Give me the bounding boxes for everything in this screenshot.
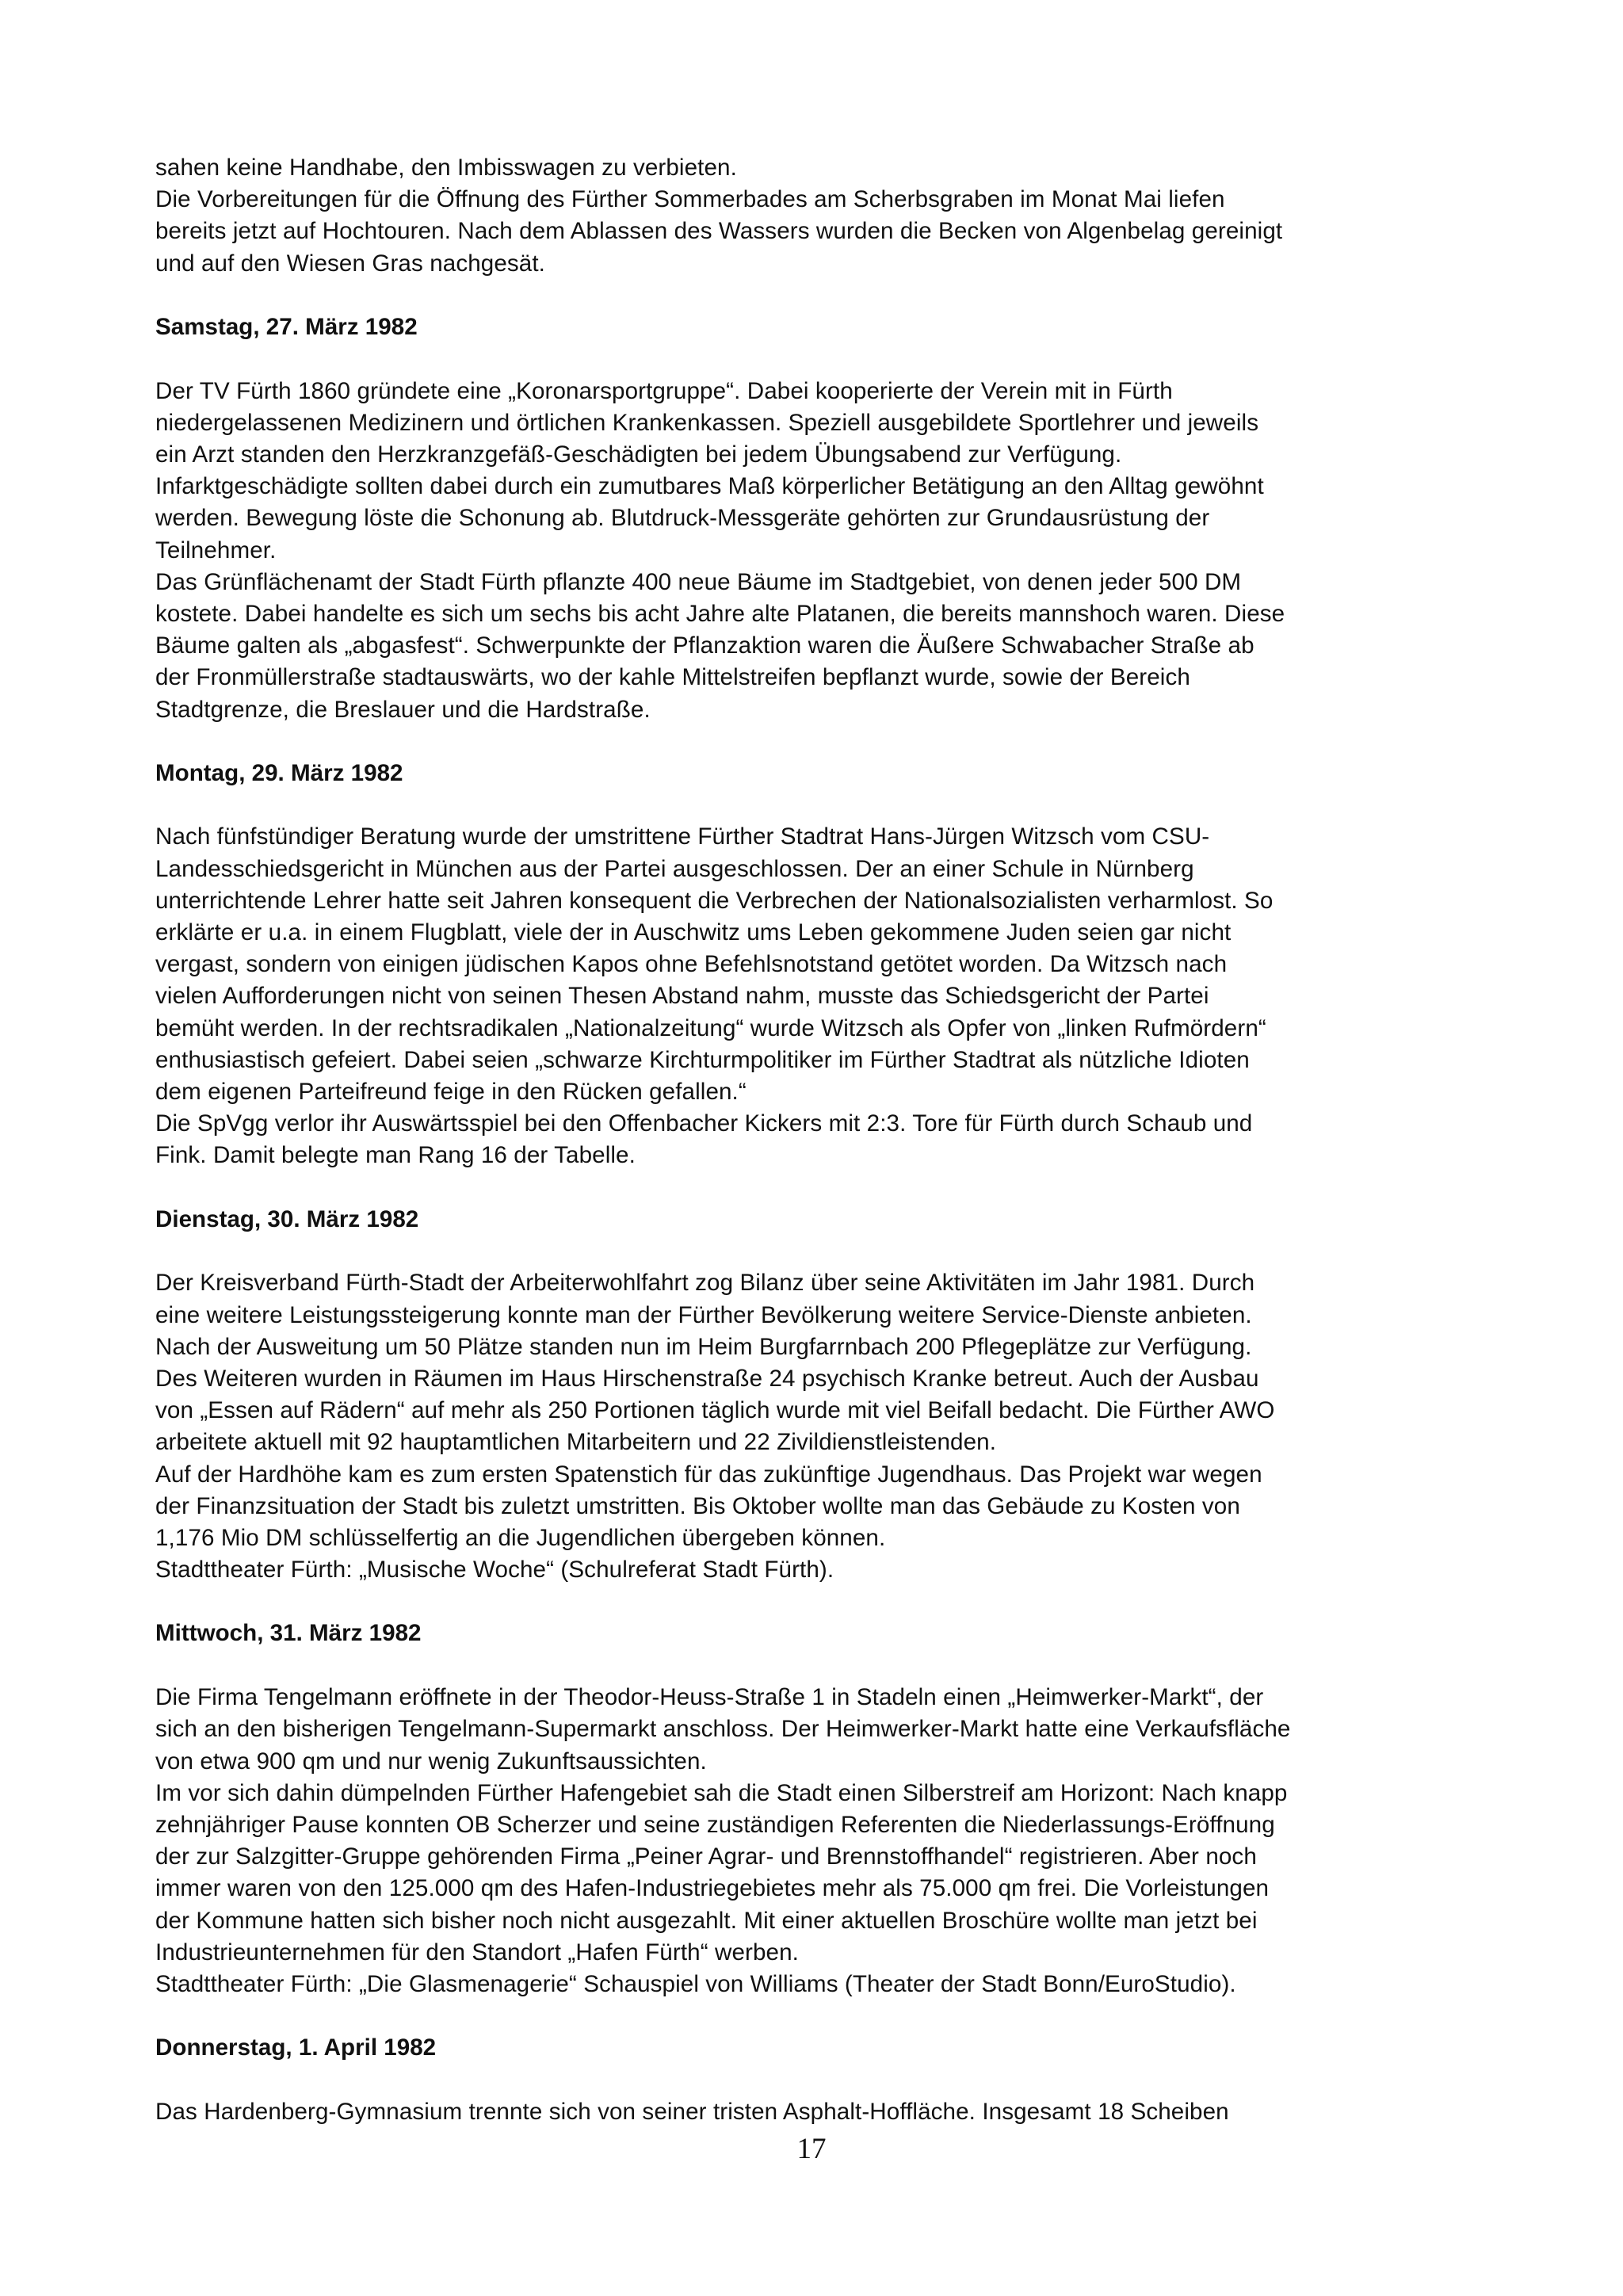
date-heading-wednesday: Mittwoch, 31. März 1982 <box>155 1620 422 1647</box>
paragraph-thursday: Das Hardenberg-Gymnasium trennte sich von seiner tristen Asphalt-Hoffläche. Insgesamt 18 Scheiben <box>155 2098 1229 2125</box>
date-heading-saturday: Samstag, 27. März 1982 <box>155 313 418 340</box>
paragraph-intro: sahen keine Handhabe, den Imbisswagen zu verbieten. Die Vorbereitungen für die Öffnung des Fürther Sommerbades am Scherbsgraben im Monat Mai liefen bereits jetzt auf Hochtouren. Nach dem Ablassen des Wassers wurden die Becken von Algenbelag gereinigt und auf den Wiesen Gras nachgesät. <box>155 155 1283 277</box>
date-heading-thursday: Donnerstag, 1. April 1982 <box>155 2034 437 2061</box>
paragraph-tuesday: Der Kreisverband Fürth-Stadt der Arbeiterwohlfahrt zog Bilanz über seine Aktivitäten im Jahr 1981. Durch eine weitere Leistungssteigerung konnte man der Fürther Bevölkerung weitere Service-Dienste anbieten. Nach der Ausweitung um 50 Plätze standen nun im Heim Burgfarrnbach 200 Pflegeplätze zur Verfügung. Des Weiteren wurden in Räumen im Haus Hirschenstraße 24 psychisch Kranke betreut. Auch der Ausbau von „Essen auf Rädern“ auf mehr als 250 Portionen täglich wurde mit viel Beifall bedacht. Die Fürther AWO arbeitete aktuell mit 92 hauptamtlichen Mitarbeitern und 22 Zivildienstleistenden. Auf der Hardhöhe kam es zum ersten Spatenstich für das zukünftige Jugendhaus. Das Projekt war wegen der Finanzsituation der Stadt bis zuletzt umstritten. Bis Oktober wollte man das Gebäude zu Kosten von 1,176 Mio DM schlüsselfertig an die Jugendlichen übergeben können. Stadttheater Fürth: „Musische Woche“ (Schulreferat Stadt Fürth). <box>155 1270 1275 1584</box>
date-heading-monday: Montag, 29. März 1982 <box>155 759 403 786</box>
paragraph-wednesday: Die Firma Tengelmann eröffnete in der Theodor-Heuss-Straße 1 in Stadeln einen „Heimwerker-Markt“, der sich an den bisherigen Tengelmann-Supermarkt anschloss. Der Heimwerker-Markt hatte eine Verkaufsfläche von etwa 900 qm und nur wenig Zukunftsaussichten. Im vor sich dahin dümpelnden Fürther Hafengebiet sah die Stadt einen Silberstreif am Horizont: Nach knapp zehnjähriger Pause konnten OB Scherzer und seine zuständigen Referenten die Niederlassungs-Eröffnung der zur Salzgitter-Gruppe gehörenden Firma „Peiner Agrar- und Brennstoffhandel“ registrieren. Aber noch immer waren von den 125.000 qm des Hafen-Industriegebietes mehr als 75.000 qm frei. Die Vorleistungen der Kommune hatten sich bisher noch nicht ausgezahlt. Mit einer aktuellen Broschüre wollte man jetzt bei Industrieunternehmen für den Standort „Hafen Fürth“ werben. Stadttheater Fürth: „Die Glasmenagerie“ Schauspiel von Williams (Theater der Stadt Bonn/EuroStudio). <box>155 1684 1291 1997</box>
paragraph-saturday: Der TV Fürth 1860 gründete eine „Koronarsportgruppe“. Dabei kooperierte der Verein mit in Fürth niedergelassenen Medizinern und örtlichen Krankenkassen. Speziell ausgebildete Sportlehrer und jeweils ein Arzt standen den Herzkranzgefäß-Geschädigten bei jedem Übungsabend zur Verfügung. Infarktgeschädigte sollten dabei durch ein zumutbares Maß körperlicher Betätigung an den Alltag gewöhnt werden. Bewegung löste die Schonung ab. Blutdruck-Messgeräte gehörten zur Grundausrüstung der Teilnehmer. Das Grünflächenamt der Stadt Fürth pflanzte 400 neue Bäume im Stadtgebiet, von denen jeder 500 DM kostete. Dabei handelte es sich um sechs bis acht Jahre alte Platanen, die bereits mannshoch waren. Diese Bäume galten als „abgasfest“. Schwerpunkte der Pflanzaktion waren die Äußere Schwabacher Straße ab der Fronmüllerstraße stadtauswärts, wo der kahle Mittelstreifen bepflanzt wurde, sowie der Bereich Stadtgrenze, die Breslauer und die Hardstraße. <box>155 377 1285 723</box>
paragraph-monday: Nach fünfstündiger Beratung wurde der umstrittene Fürther Stadtrat Hans-Jürgen Witzsch vom CSU- Landesschiedsgericht in München aus der Partei ausgeschlossen. Der an einer Schule in Nürnberg unterrichtende Lehrer hatte seit Jahren konsequent die Verbrechen der Nationalsozialisten verharmlost. So erklärte er u.a. in einem Flugblatt, viele der in Auschwitz ums Leben gekommene Juden seien gar nicht vergast, sondern von einigen jüdischen Kapos ohne Befehlsnotstand getötet worden. Da Witzsch nach vielen Aufforderungen nicht von seinen Thesen Abstand nahm, musste das Schiedsgericht der Partei bemüht werden. In der rechtsradikalen „Nationalzeitung“ wurde Witzsch als Opfer von „linken Rufmördern“ enthusiastisch gefeiert. Dabei seien „schwarze Kirchturmpolitiker im Fürther Stadtrat als nützliche Idioten dem eigenen Parteifreund feige in den Rücken gefallen.“ Die SpVgg verlor ihr Auswärtsspiel bei den Offenbacher Kickers mit 2:3. Tore für Fürth durch Schaub und Fink. Damit belegte man Rang 16 der Tabelle. <box>155 823 1274 1169</box>
date-heading-tuesday: Dienstag, 30. März 1982 <box>155 1205 419 1232</box>
document-page <box>155 152 1487 2128</box>
page-number: 17 <box>796 2133 827 2165</box>
